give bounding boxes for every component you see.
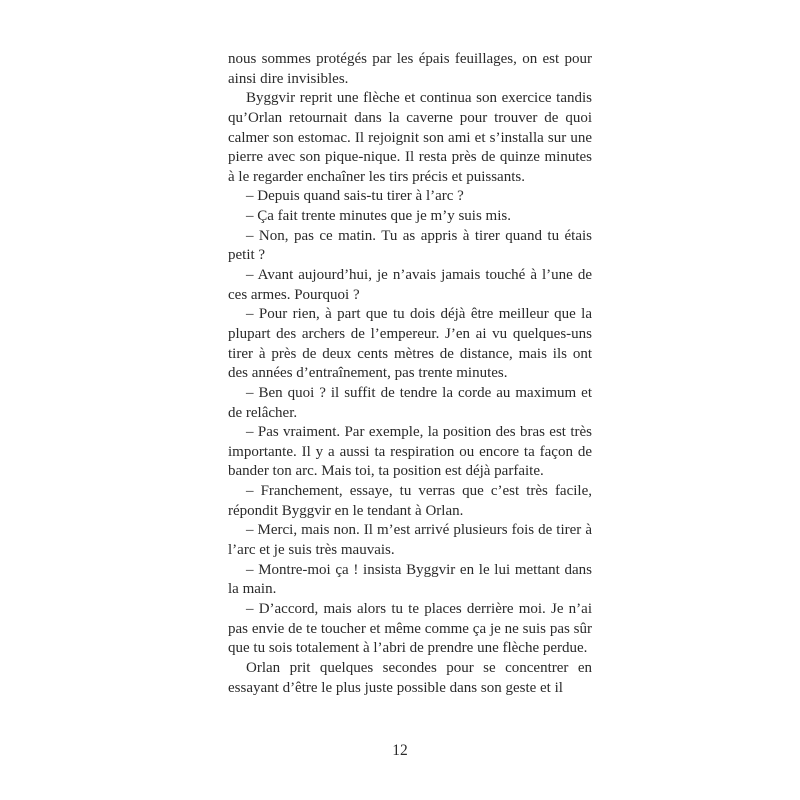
paragraph-12: – Montre-moi ça ! insista Byggvir en le lui mettant dans la main.	[228, 561, 592, 598]
paragraph-3: – Depuis quand sais-tu tirer à l’arc ?	[246, 188, 464, 205]
paragraph-13: – D’accord, mais alors tu te places derrière moi. Je n’ai pas envie de te toucher et même comme ça je ne suis pas sûr que tu sois totalement à l’abri de prendre une flèche perdue.	[228, 600, 592, 657]
paragraph-9: – Pas vraiment. Par exemple, la position des bras est très importante. Il y a aussi ta respiration ou encore ta façon de bander ton arc. Mais toi, ta position est déjà parfaite.	[228, 424, 592, 480]
paragraph-1: nous sommes protégés par les épais feuillages, on est pour ainsi dire invisibles.	[228, 51, 592, 87]
body-text	[228, 50, 592, 698]
paragraph-10: – Franchement, essaye, tu verras que c’est très facile, répondit Byggvir en le tendant à Orlan.	[228, 483, 592, 519]
paragraph-8: – Ben quoi ? il suffit de tendre la corde au maximum et de relâcher.	[228, 384, 592, 421]
paragraph-5: – Non, pas ce matin. Tu as appris à tirer quand tu étais petit ?	[228, 227, 592, 264]
paragraph-2: Byggvir reprit une flèche et continua son exercice tandis qu’Orlan retournait dans la caverne pour trouver de quoi calmer son estomac. Il rejoignit son ami et s’installa sur une pierre avec son pique-nique. Il resta près de quinze minutes à le regarder enchaîner les tirs précis et puissants.	[228, 90, 592, 185]
paragraph-14: Orlan prit quelques secondes pour se concentrer en essayant d’être le plus juste possible dans son geste et il	[228, 659, 592, 696]
page-number: 12	[392, 742, 408, 759]
paragraph-11: – Merci, mais non. Il m’est arrivé plusieurs fois de tirer à l’arc et je suis très mauvais.	[228, 522, 592, 559]
paragraph-7: – Pour rien, à part que tu dois déjà être meilleur que la plupart des archers de l’empereur. J’en ai vu quelques-uns tirer à près de deux cents mètres de distance, mais ils ont des années d’entraînement, pas trente minutes.	[228, 306, 592, 382]
paragraph-4: – Ça fait trente minutes que je m’y suis mis.	[246, 208, 511, 225]
paragraph-6: – Avant aujourd’hui, je n’avais jamais touché à l’une de ces armes. Pourquoi ?	[228, 267, 592, 303]
